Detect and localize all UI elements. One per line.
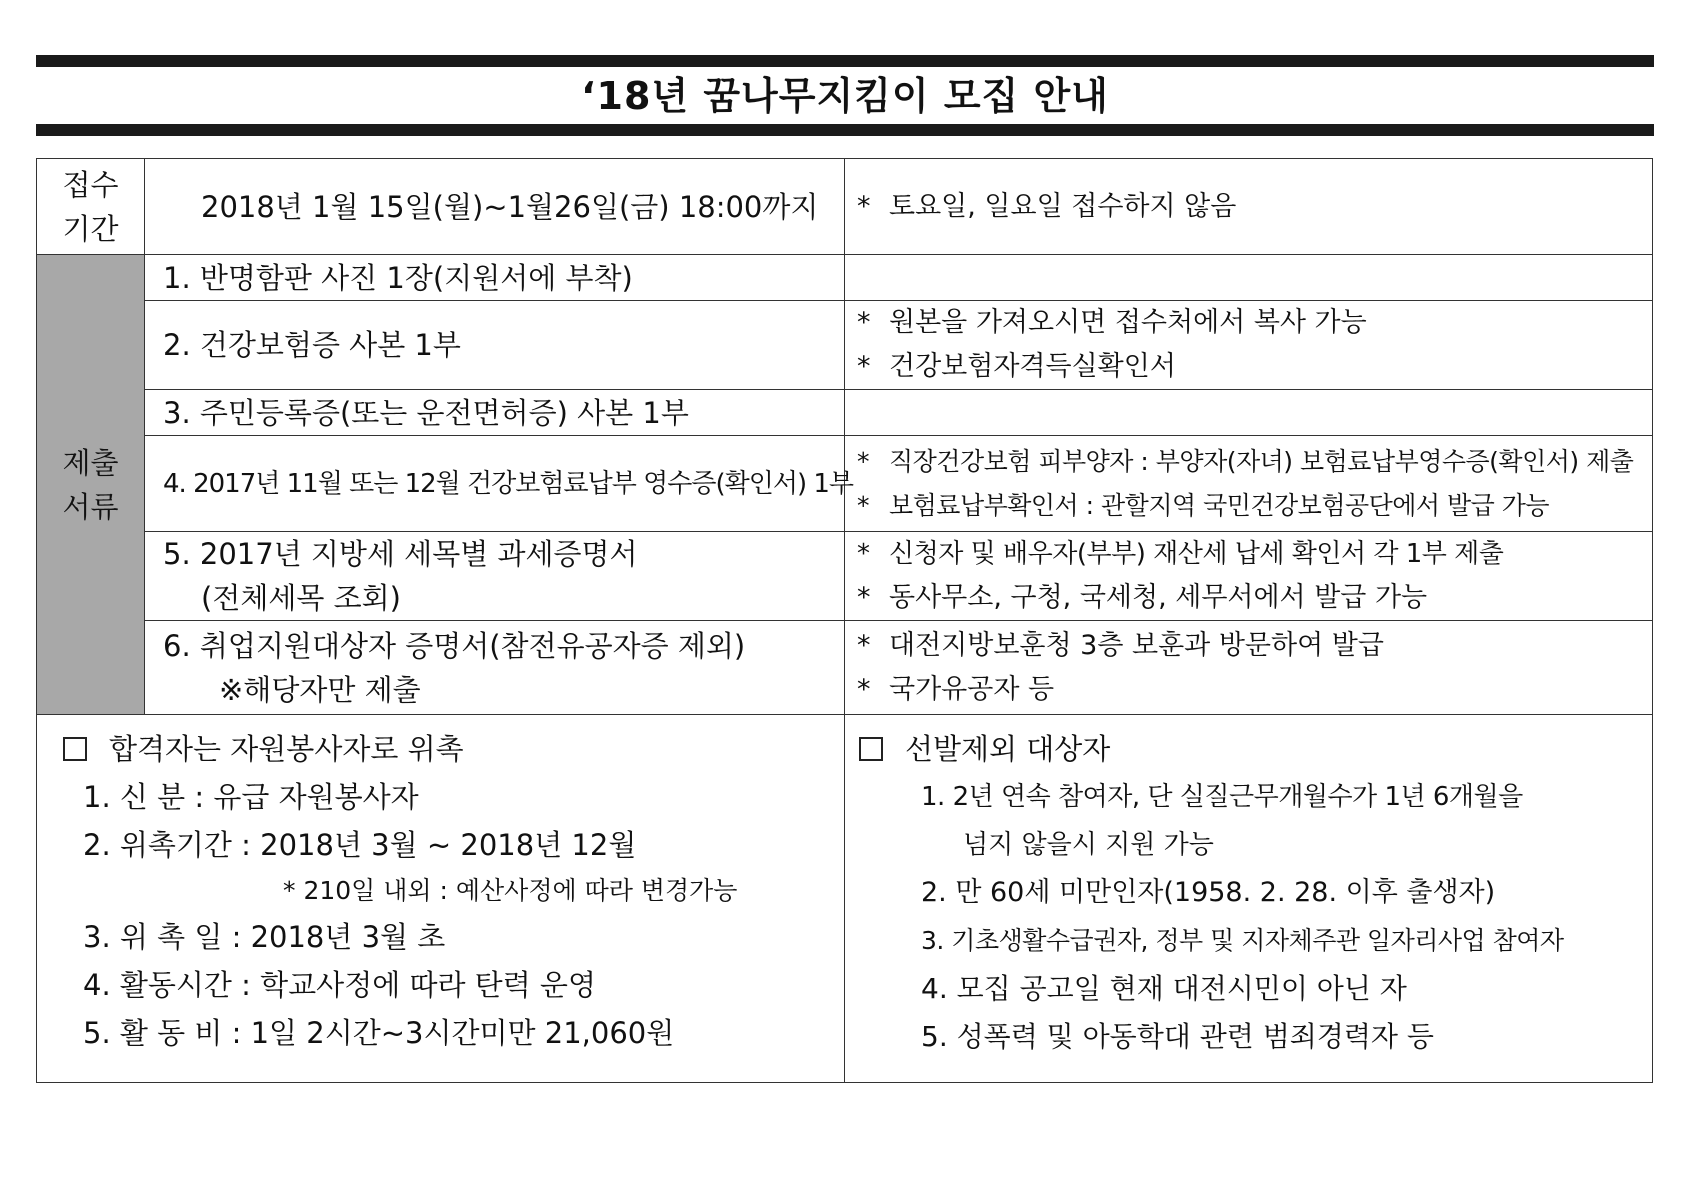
- checkbox-square-icon: [63, 737, 87, 761]
- page-title: ‘18년 꿈나무지킴이 모집 안내: [581, 74, 1109, 118]
- reception-note: * 토요일, 일요일 접수하지 않음: [845, 159, 1653, 255]
- document-item: 4. 2017년 11월 또는 12월 건강보험료납부 영수증(확인서) 1부: [145, 436, 845, 532]
- document-item: 6. 취업지원대상자 증명서(참전유공자증 제외) ※해당자만 제출: [145, 621, 845, 715]
- document-row: [37, 436, 1653, 532]
- document-item: 3. 주민등록증(또는 운전면허증) 사본 1부: [145, 390, 845, 436]
- appointment-item: 4. 활동시간 : 학교사정에 따라 탄력 운영: [83, 968, 596, 1002]
- exclusion-box: [845, 715, 1653, 1083]
- document-row: [37, 532, 1653, 621]
- document-item: 1. 반명함판 사진 1장(지원서에 부착): [145, 255, 845, 301]
- document-item: 2. 건강보험증 사본 1부: [145, 301, 845, 390]
- document-row: [37, 301, 1653, 390]
- recruitment-table: [36, 158, 1653, 1083]
- document-item: 5. 2017년 지방세 세목별 과세증명서 (전체세목 조회): [145, 532, 845, 621]
- title-top-rule: [36, 55, 1654, 67]
- document-note-empty: [845, 255, 1653, 301]
- checkbox-square-icon: [859, 737, 883, 761]
- document-notes: * 신청자 및 배우자(부부) 재산세 납세 확인서 각 1부 제출 * 동사무소, 구청, 국세청, 세무서에서 발급 가능: [845, 532, 1653, 621]
- exclusion-item: 3. 기초생활수급권자, 정부 및 지자체주관 일자리사업 참여자: [921, 926, 1564, 955]
- document-notes: * 직장건강보험 피부양자 : 부양자(자녀) 보험료납부영수증(확인서) 제출 * 보험료납부확인서 : 관할지역 국민건강보험공단에서 발급 가능: [845, 436, 1653, 532]
- bottom-info-row: [37, 715, 1653, 1083]
- exclusion-item: 2. 만 60세 미만인자(1958. 2. 28. 이후 출생자): [921, 877, 1496, 908]
- reception-period: 2018년 1월 15일(월)~1월26일(금) 18:00까지: [145, 159, 845, 255]
- exclusion-item-continued: 넘지 않을시 지원 가능: [963, 830, 1214, 860]
- appointment-item: 3. 위 촉 일 : 2018년 3월 초: [83, 920, 446, 954]
- appointment-item: 1. 신 분 : 유급 자원봉사자: [83, 780, 419, 814]
- document-notes: * 대전지방보훈청 3층 보훈과 방문하여 발급 * 국가유공자 등: [845, 621, 1653, 715]
- documents-label: 제출 서류: [37, 255, 145, 715]
- appointment-heading: 합격자는 자원봉사자로 위촉: [109, 732, 464, 766]
- document-notes: * 원본을 가져오시면 접수처에서 복사 가능 * 건강보험자격득실확인서: [845, 301, 1653, 390]
- appointment-item: 5. 활 동 비 : 1일 2시간~3시간미만 21,060원: [83, 1016, 675, 1050]
- document-row: [37, 621, 1653, 715]
- document-note-empty: [845, 390, 1653, 436]
- reception-row: [37, 159, 1653, 255]
- document-row: [37, 390, 1653, 436]
- appointment-subnote: * 210일 내외 : 예산사정에 따라 변경가능: [283, 876, 738, 905]
- appointment-item: 2. 위촉기간 : 2018년 3월 ~ 2018년 12월: [83, 828, 637, 862]
- exclusion-item: 1. 2년 연속 참여자, 단 실질근무개월수가 1년 6개월을: [921, 782, 1523, 812]
- exclusion-item: 4. 모집 공고일 현재 대전시민이 아닌 자: [921, 972, 1407, 1005]
- reception-label: 접수 기간: [37, 159, 145, 255]
- exclusion-item: 5. 성폭력 및 아동학대 관련 범죄경력자 등: [921, 1020, 1434, 1053]
- document-row: [37, 255, 1653, 301]
- appointment-box: [37, 715, 845, 1083]
- title-bottom-rule: [36, 124, 1654, 136]
- exclusion-heading: 선발제외 대상자: [905, 732, 1111, 766]
